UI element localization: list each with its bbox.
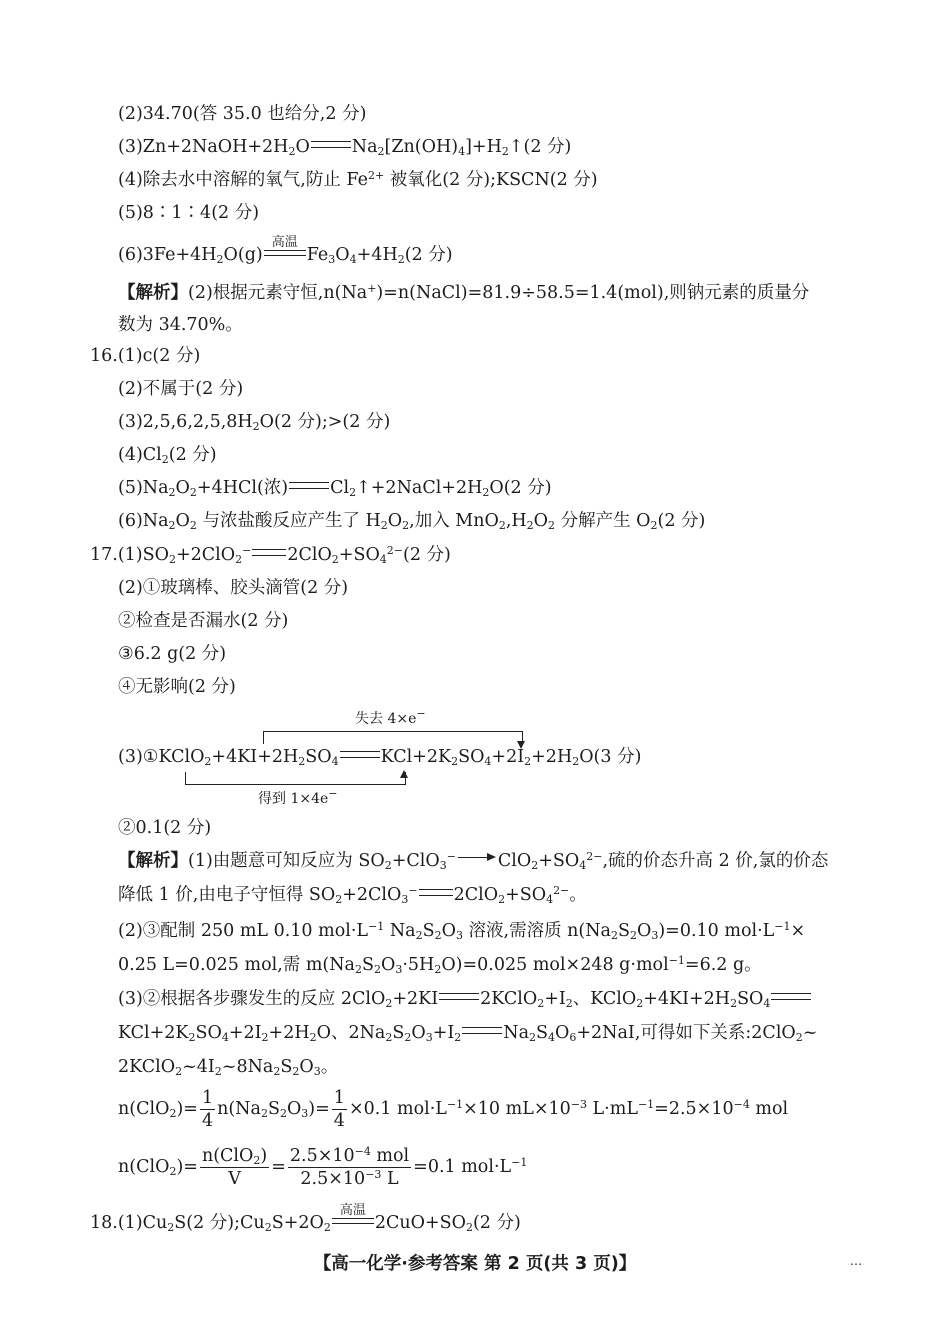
- q17-part3-equation: $(3)①KClO_2+4KI+2H_2SO_4$ $KCl+2K_2SO_4+2I_2+2H_2O(3$ 分): [118, 747, 642, 768]
- q15-part4: (4)除去水中溶解的氧气,防止 $Fe^{2+}$ 被氧化(2 分);KSCN(2 分): [118, 169, 598, 190]
- q17-analysis-line2: 降低 1 价,由电子守恒得 $SO_2+2ClO_3^-$ $2ClO_2+SO_4^{2-}$。: [118, 884, 587, 906]
- q17-part2-2: ②检查是否漏水(2 分): [118, 611, 289, 631]
- electron-gain-arrowhead: [400, 770, 408, 778]
- electron-gain-bracket: [185, 772, 406, 785]
- q17-part2-4: ④无影响(2 分): [118, 677, 236, 697]
- q17-analysis-line4: 0.25 L=0.025 mol,需 $m(Na_2S_2O_3\cdot 5H_2O)=0.025$ mol×248 g·mol$^{-1}$=6.2 g。: [118, 954, 762, 976]
- q16-part4: $(4)Cl_2(2$ 分): [118, 445, 217, 466]
- q17-analysis-line5: (3)②根据各步骤发生的反应 2ClO$_2$+2KI $2KClO_2+I_2$、$KClO_2+4KI+2H_2SO_4$: [118, 986, 812, 1012]
- q17-analysis-line6: $KCl+2K_2SO_4+2I_2+2H_2O$、$2Na_2S_2O_3+I_2$ $Na_2S_4O_6+2NaI$,可得如下关系:2ClO$_2$~: [118, 1023, 818, 1044]
- electron-gain-label: 得到 1×4e−: [258, 787, 338, 807]
- q17-calc1: n(ClO$_2$)= $\frac{1}{4}$ $n(Na_2S_2O_3)=$ $\frac{1}{4}$ ×0.1 $mol\cdot L^{-1}\times 10$ $mL\times 10^{-3}$ $L\cdot mL^{-1}=2.5\times 10^{-4}$ mol: [118, 1088, 789, 1131]
- q17-analysis-line3: (2)③配制 250 mL 0.10 $mol\cdot L^{-1}$ $Na_2S_2O_3$ 溶液,需溶质 $n(Na_2S_2O_3)=0.10$ $mol\cdot L^{-1}\times$: [118, 920, 806, 942]
- q16-part3: $(3)2,5,6,2,5,8H_2O(2$ 分);>(2 分): [118, 412, 391, 433]
- q17-part2-1: (2)①玻璃棒、胶头滴管(2 分): [118, 578, 349, 598]
- page-footer: 【高一化学·参考答案 第 2 页(共 3 页)】: [313, 1254, 637, 1274]
- q16-part1: 16.(1)c(2 分): [90, 346, 201, 366]
- q16-part2: (2)不属于(2 分): [118, 379, 244, 399]
- q17-analysis-line7: $2KClO_2\sim 4I_2\sim 8Na_2S_2O_3$。: [118, 1057, 339, 1078]
- q17-part3-2: ②0.1(2 分): [118, 818, 212, 838]
- q17-part2-3: ③6.2 g(2 分): [118, 644, 227, 664]
- q15-analysis-line2: 数为 34.70%。: [118, 315, 243, 335]
- q16-part5: $(5)Na_2O_2+4HCl$(浓) $Cl_2↑+2NaCl+2H_2O(2$ 分): [118, 478, 552, 499]
- q15-part6: $(6)3Fe+4H_2O(g)$ 高温 $Fe_3O_4+4H_2(2$ 分): [118, 235, 453, 266]
- q16-part6: $(6)Na_2O_2$ 与浓盐酸反应产生了 $H_2O_2$,加入 $MnO_2,H_2O_2$ 分解产生 $O_2(2$ 分): [118, 511, 706, 532]
- page-mark: …: [850, 1254, 862, 1268]
- q15-analysis-line1: 【解析】(2)根据元素守恒,n(Na+)=n(NaCl)=81.9÷58.5=1.4(mol),则钠元素的质量分: [118, 282, 810, 303]
- electron-lose-label: 失去 4×e−: [355, 707, 426, 727]
- q17-calc2: n(ClO$_2$)= $\frac{n(ClO_2)}{V}$ = $\frac{2.5\times 10^{-4} mol}{2.5\times 10^{-3} L}$ =0.1 $mol\cdot L^{-1}$: [118, 1145, 528, 1189]
- q17-analysis-line1: 【解析】(1)由题意可知反应为 $SO_2+ClO_3^-$ $ClO_2+SO_4^{2-}$,硫的价态升高 2 价,氯的价态: [118, 850, 829, 872]
- electron-lose-bracket: [263, 731, 523, 744]
- q15-part5: (5)8∶1∶4(2 分): [118, 203, 260, 223]
- q17-part1: $17.(1)SO_2+2ClO_2^-$ $2ClO_2+SO_4^{2-}(2$ 分): [90, 544, 451, 566]
- q15-part3: $(3)Zn+2NaOH+2H_2O$ $Na_2[Zn(OH)_4]+H_2↑(2$ 分): [118, 137, 572, 158]
- q15-part2: (2)34.70(答 35.0 也给分,2 分): [118, 104, 367, 124]
- q18-part1: $18.(1)Cu_2S(2$ 分)$;Cu_2S+2O_2$ 高温 $2CuO+SO_2(2$ 分): [90, 1203, 521, 1234]
